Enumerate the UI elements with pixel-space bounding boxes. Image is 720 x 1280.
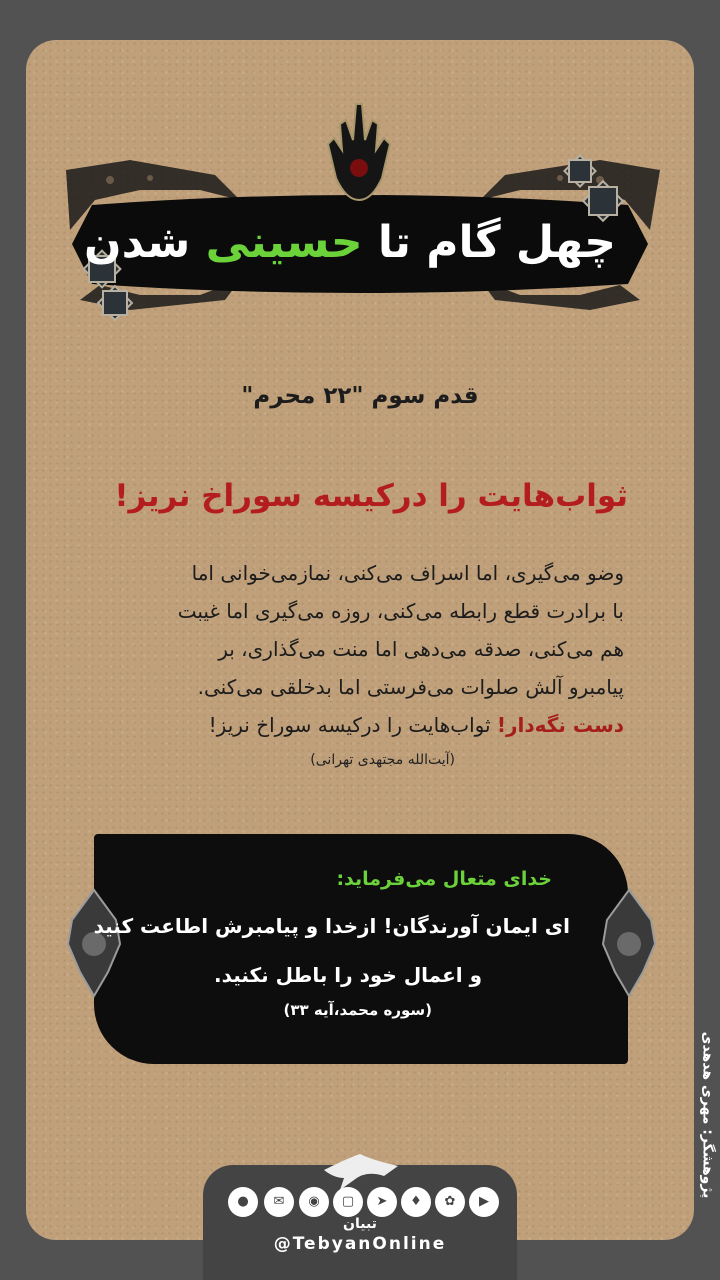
ornament-right-icon — [601, 888, 657, 998]
messenger-icon: ◉ — [308, 1194, 320, 1209]
aparat-icon: ✿ — [444, 1194, 456, 1209]
quote-line-1: ای ایمان آورندگان! ازخدا و پیامبرش اطاعت کنید — [93, 914, 570, 938]
step-label: قدم سوم "۲۲ محرم" — [241, 383, 479, 409]
body-line-5 — [90, 706, 624, 744]
header-banner — [0, 0, 720, 360]
quote-heading: خدای متعال می‌فرماید: — [336, 868, 552, 890]
instagram-icon: ▢ — [341, 1194, 355, 1209]
brand-name: تبیان — [343, 1216, 377, 1232]
headline: ثواب‌هایت را درکیسه سوراخ نریز! — [114, 478, 628, 514]
body-line-3: هم می‌کنی، صدقه می‌دهی اما منت می‌گذاری، بر — [218, 637, 624, 661]
title-highlight: حسینی — [205, 217, 363, 268]
quote-citation: (سوره محمد،آیه ۳۳) — [283, 1001, 432, 1019]
ornament-left-icon — [66, 888, 122, 998]
body-line-2: با برادرت قطع رابطه می‌کنی، روزه می‌گیری اما غیبت — [177, 599, 624, 623]
body-line-5-text: ثواب‌هایت را درکیسه سوراخ نریز! — [208, 713, 491, 737]
website-icon: ● — [237, 1194, 249, 1209]
citation: (آیت‌الله مجتهدی تهرانی) — [310, 752, 455, 768]
body-line-4: پیامبرو آلش صلوات می‌فرستی اما بدخلقی می‌کنی. — [197, 675, 624, 699]
page-title — [80, 198, 620, 288]
twitter-icon: ♦ — [410, 1194, 422, 1209]
email-icon: ✉ — [273, 1194, 285, 1209]
quote-line-2: و اعمال خود را باطل نکنید. — [214, 963, 482, 987]
telegram-icon: ➤ — [376, 1194, 388, 1209]
youtube-icon: ▶ — [479, 1194, 489, 1209]
body-text — [90, 554, 624, 744]
title-part-2: شدن — [84, 217, 191, 268]
title-part-1: چهل گام تا — [377, 217, 616, 268]
body-line-1: وضو می‌گیری، اما اسراف می‌کنی، نماز‌می‌خوانی اما — [191, 561, 624, 585]
body-accent: دست نگه‌دار! — [496, 713, 624, 737]
social-handle[interactable]: @TebyanOnline — [273, 1234, 447, 1254]
researcher-credit: پژوهشگر: مهری هدهدی — [699, 1031, 716, 1199]
brand-logo-icon — [318, 1150, 402, 1194]
